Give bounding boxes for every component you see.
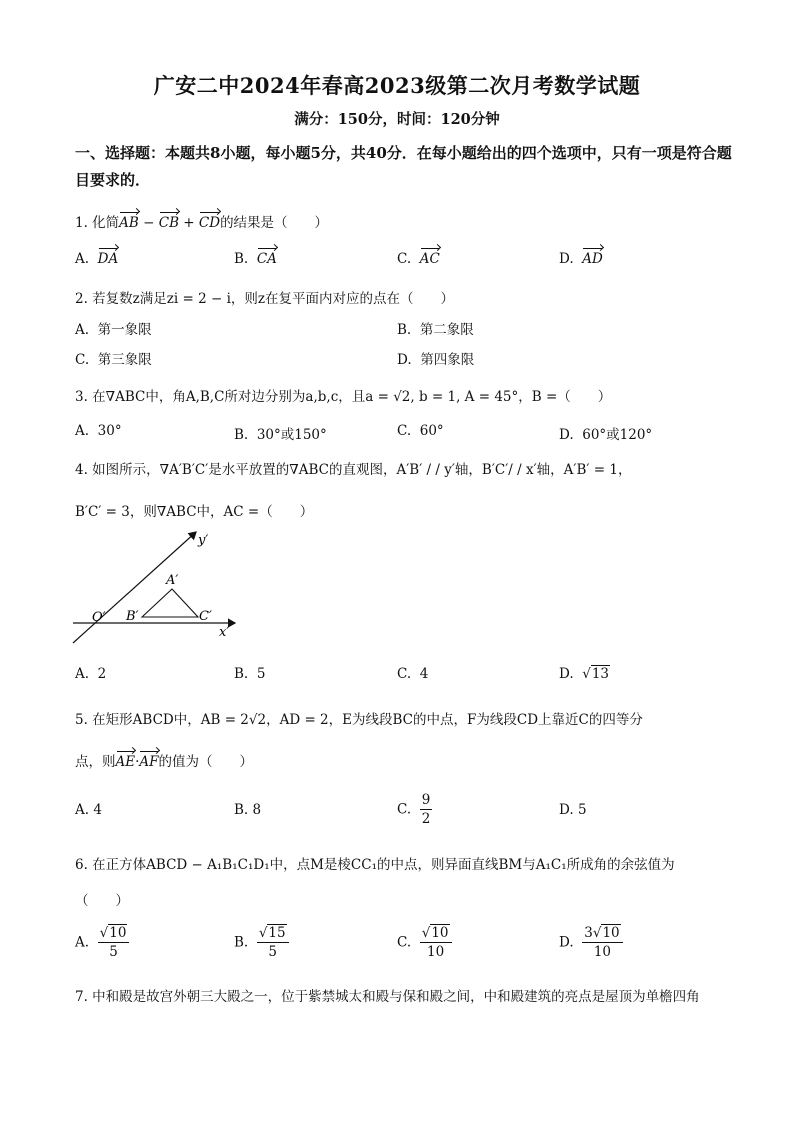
question-5-option-a[interactable]: A. 4 (75, 802, 102, 818)
question-3-option-c[interactable]: C. 60° (397, 423, 444, 439)
question-2-option-a[interactable]: A. 第一象限 (75, 322, 152, 338)
question-1-stem: 1. 化简AB − CB + CD的结果是（ ） (75, 215, 329, 231)
vector-ae: AE (115, 754, 136, 770)
question-3-option-a[interactable]: A. 30° (75, 423, 122, 439)
question-1-option-a[interactable]: A. DA (75, 251, 119, 267)
question-4-option-c[interactable]: C. 4 (397, 666, 429, 682)
question-4-option-b[interactable]: B. 5 (234, 666, 266, 682)
label-y-axis: y′ (198, 533, 209, 548)
question-3-option-d[interactable]: D. 60°或120° (559, 427, 653, 443)
question-5-option-d[interactable]: D. 5 (559, 802, 587, 818)
question-3-option-b[interactable]: B. 30°或150° (234, 427, 327, 443)
question-2-option-c[interactable]: C. 第三象限 (75, 352, 152, 368)
vector-cd: CD (198, 215, 221, 231)
page-title: 广安二中2024年春高2023级第二次月考数学试题 (153, 73, 641, 98)
question-5-stem-line1: 5. 在矩形ABCD中，AB = 2√2，AD = 2，E为线段BC的中点，F为线段CD上靠近C的四等分 (75, 712, 643, 728)
question-4-stem-line2: B′C′ = 3，则∇ABC中，AC =（ ） (75, 504, 314, 520)
question-2-stem: 2. 若复数z满足zi = 2 − i，则z在复平面内对应的点在（ ） (75, 291, 455, 307)
question-2-option-b[interactable]: B. 第二象限 (397, 322, 474, 338)
question-4-option-a[interactable]: A. 2 (75, 666, 107, 682)
question-5-option-c[interactable]: C. $\frac{9}{2}$ (397, 792, 431, 827)
question-6-option-d[interactable]: D. $\frac{3√10}{10}$ (559, 925, 623, 960)
vector-ab: AB (119, 215, 139, 231)
exam-info: 满分：150分，时间：120分钟 (294, 111, 500, 128)
vector-cb: CB (158, 215, 179, 231)
question-4-stem-line1: 4. 如图所示，∇A′B′C′是水平放置的∇ABC的直观图，A′B′ / / y′轴，B′C′/ / x′轴，A′B′ = 1， (75, 462, 632, 478)
question-6-stem-line2: （ ） (75, 893, 129, 909)
question-2-option-d[interactable]: D. 第四象限 (397, 352, 475, 368)
question-5-option-b[interactable]: B. 8 (234, 802, 262, 818)
question-7-stem: 7. 中和殿是故宫外朝三大殿之一，位于紫禁城太和殿与保和殿之间，中和殿建筑的亮点是屋顶为单檐四角 (75, 989, 700, 1005)
label-origin: O′ (92, 610, 106, 625)
question-6-option-c[interactable]: C. $\frac{√10}{10}$ (397, 925, 452, 960)
label-point-b: B′ (126, 609, 139, 624)
vector-af: AF (139, 754, 159, 770)
question-5-stem-line2: 点，则AE·AF的值为（ ） (75, 754, 254, 770)
question-1-option-b[interactable]: B. CA (234, 251, 277, 267)
section-heading: 一、选择题：本题共8小题，每小题5分，共40分．在每小题给出的四个选项中，只有一项是符合题目要求的． (75, 144, 732, 189)
question-6-option-a[interactable]: A. $\frac{√10}{5}$ (75, 925, 129, 960)
label-point-a: A′ (166, 573, 179, 588)
oblique-projection-figure (70, 528, 250, 646)
question-4-option-d[interactable]: D. √13 (559, 666, 610, 682)
question-1-option-d[interactable]: D. AD (559, 251, 603, 267)
label-x-axis: x′ (219, 625, 230, 640)
question-1-option-c[interactable]: C. AC (397, 251, 440, 267)
triangle-abc (142, 589, 198, 617)
question-6-stem-line1: 6. 在正方体ABCD − A₁B₁C₁D₁中，点M是棱CC₁的中点，则异面直线BM与A₁C₁所成角的余弦值为 (75, 857, 675, 873)
question-3-stem: 3. 在∇ABC中，角A,B,C所对边分别为a,b,c，且a = √2, b = 1, A = 45°，B =（ ） (75, 389, 612, 405)
label-point-c: C′ (199, 609, 212, 624)
question-6-option-b[interactable]: B. $\frac{√15}{5}$ (234, 925, 289, 960)
